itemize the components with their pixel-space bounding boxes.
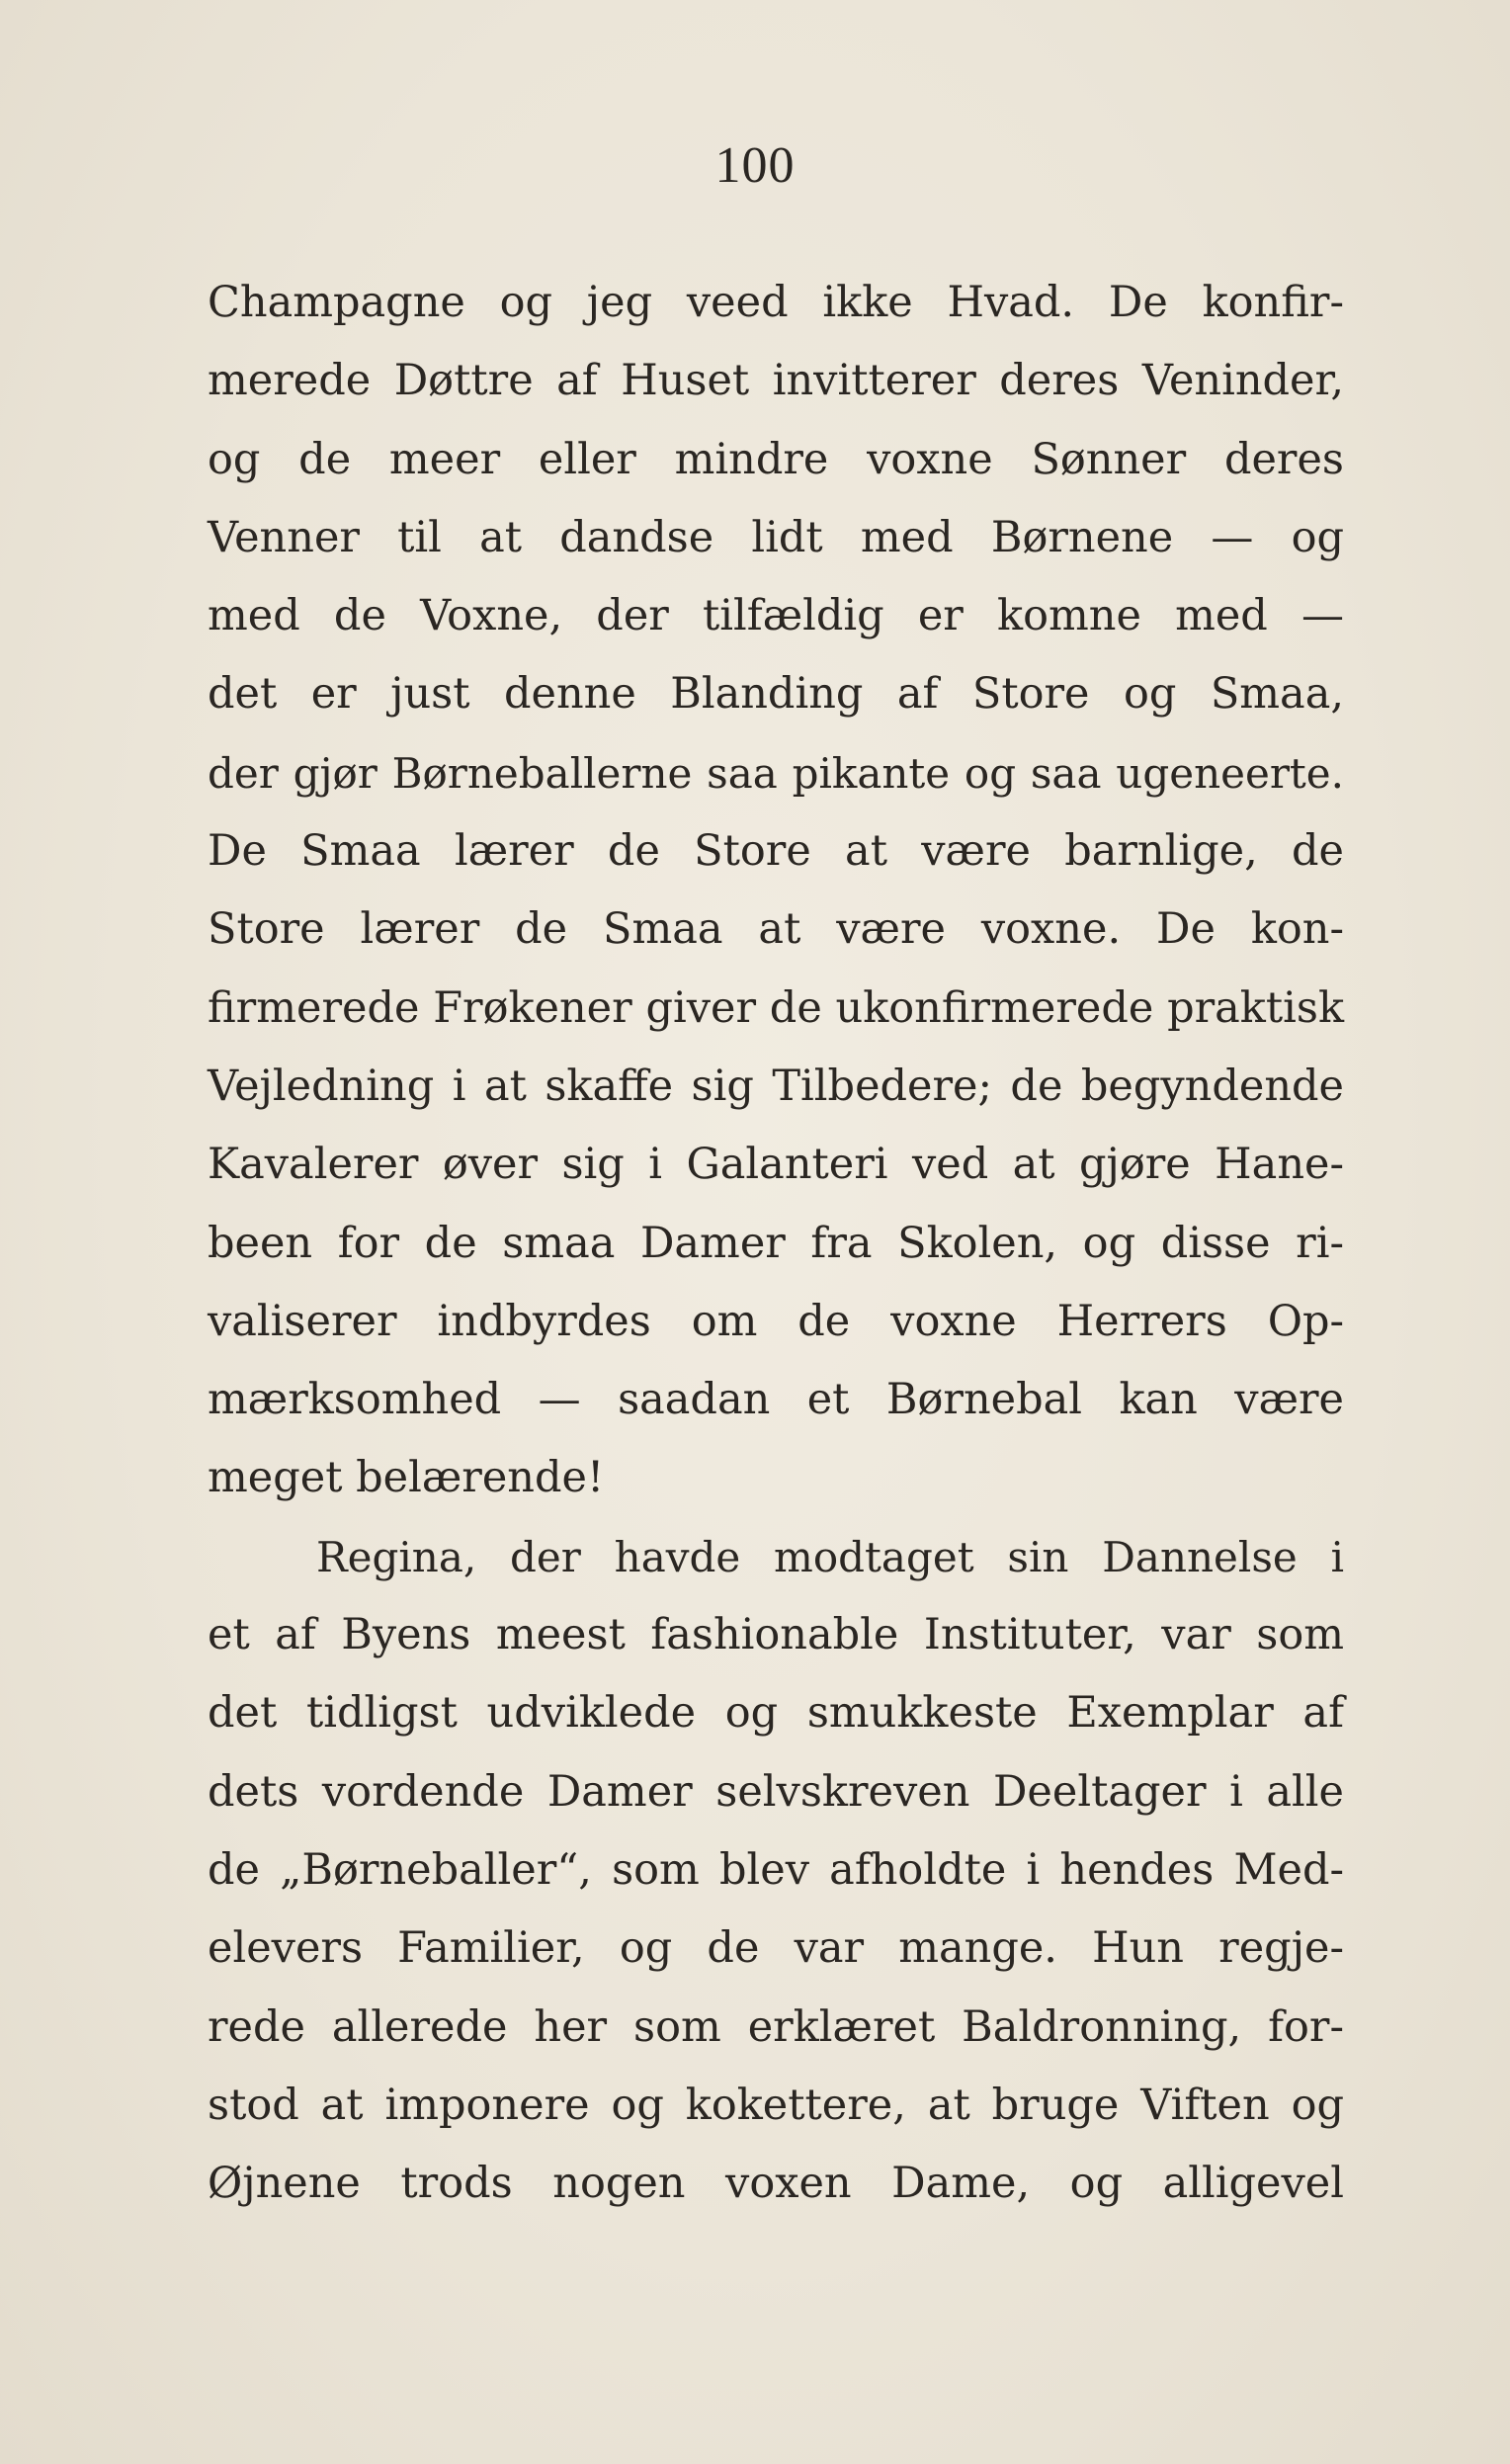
page-number: 100 [714,137,796,194]
text-line: et af Byens meest fashionable Instituter, var som [208,1610,1344,1660]
text-line: de „Børneballer“, som blev afholdte i hendes Med- [208,1844,1344,1895]
text-line: rede allerede her som erklæret Baldronning, for- [208,2001,1344,2052]
text-line: Venner til at dandse lidt med Børnene — og [208,512,1344,562]
text-line: De Smaa lærer de Store at være barnlige, de [208,826,1344,877]
text-line: merede Døttre af Huset invitterer deres Veninder, [208,356,1344,406]
text-line: det er just denne Blanding af Store og Smaa, [208,669,1344,720]
text-line: og de meer eller mindre voxne Sønner deres [208,434,1344,484]
text-line: elevers Familier, og de var mange. Hun regje- [208,1923,1344,1974]
text-line: med de Voxne, der tilfældig er komne med — [208,591,1344,641]
text-line: Øjnene trods nogen voxen Dame, og alligevel [208,2159,1344,2209]
text-line: mærksomhed — saadan et Børnebal kan være [208,1375,1344,1425]
text-line: der gjør Børneballerne saa pikante og saa ugeneerte. [208,748,1344,798]
body-text [208,264,1344,2223]
text-line: det tidligst udviklede og smukkeste Exemplar af [208,1688,1344,1739]
text-line: Champagne og jeg veed ikke Hvad. De konfir- [208,278,1344,327]
text-line: firmerede Frøkener giver de ukonfirmerede praktisk [208,982,1344,1033]
text-line: Kavalerer øver sig i Galanteri ved at gjøre Hane- [208,1140,1344,1190]
text-line: dets vordende Damer selvskreven Deeltager i alle [208,1766,1344,1817]
text-line: Store lærer de Smaa at være voxne. De kon- [208,904,1344,955]
text-line: Vejledning i at skaffe sig Tilbedere; de begyndende [208,1061,1344,1111]
paragraph-start-line: Regina, der havde modtaget sin Dannelse i [316,1532,1344,1581]
text-line: stod at imponere og kokettere, at bruge Viften og [208,2080,1344,2130]
text-line: been for de smaa Damer fra Skolen, og disse ri- [208,1218,1344,1268]
text-line: valiserer indbyrdes om de voxne Herrers Op- [208,1296,1344,1346]
paragraph-end-line: meget belærende! [208,1453,605,1503]
